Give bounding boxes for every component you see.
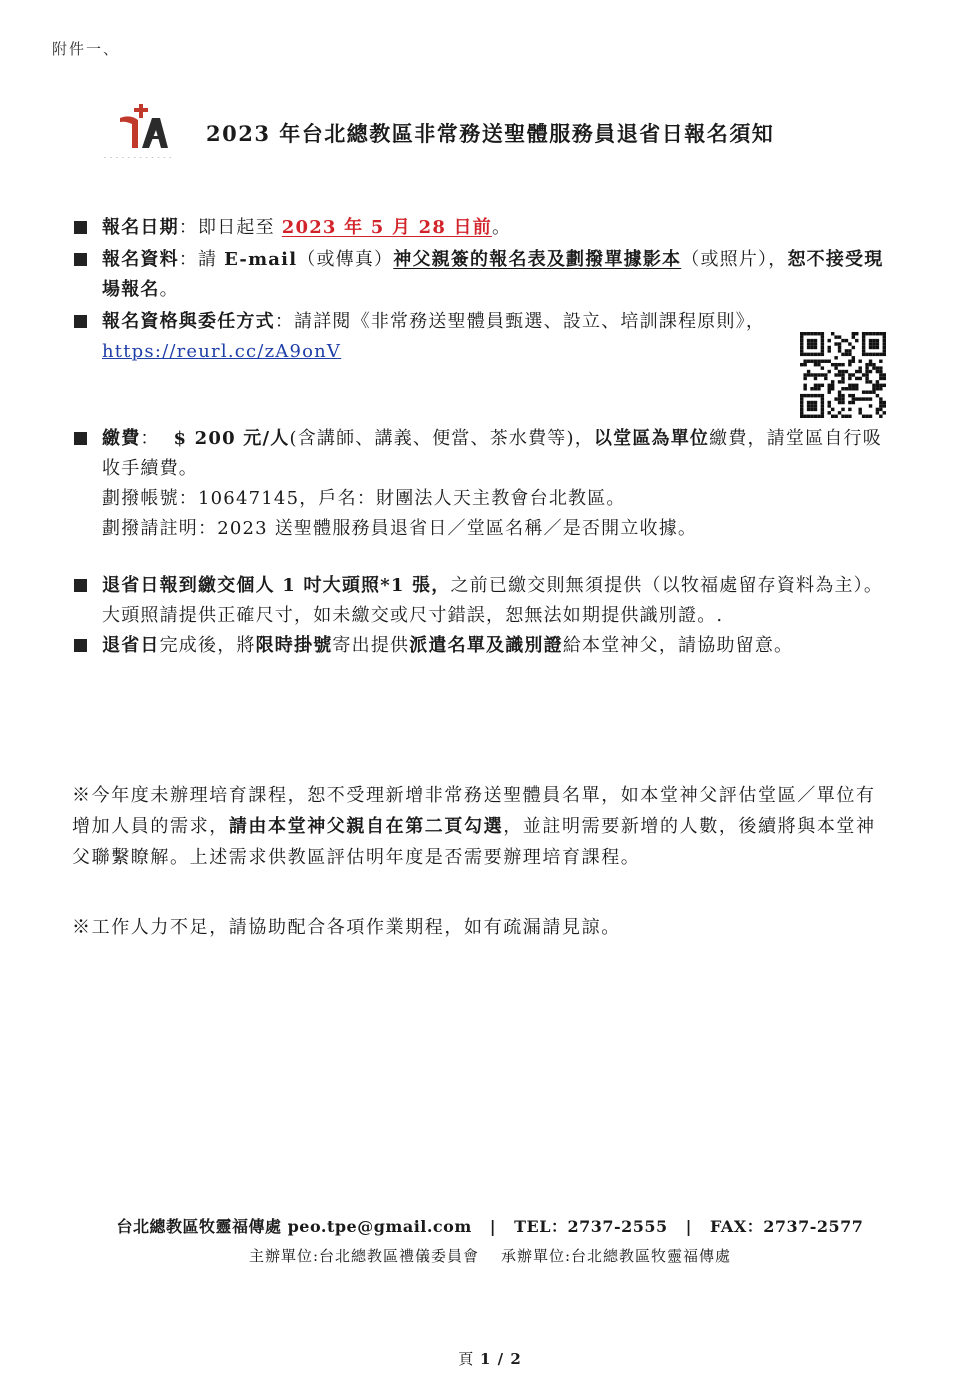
list-item-qualification: 報名資格與委任方式：請詳閱《非常務送聖體員甄選、設立、培訓課程原則》， https://reurl.cc/zA9onV [72,307,888,367]
fee-amount: $ 200 元/人 [173,428,290,449]
qr-code-icon [800,332,886,418]
bullet-square-icon [74,432,87,445]
footer-contact: 台北總教區牧靈福傳處 peo.tpe@gmail.com | TEL：2737-2555 | FAX：2737-2577 [116,1217,864,1236]
checkin-section [72,571,888,661]
bullet-square-icon [74,253,87,266]
annex-label: 附件一、 [52,40,121,58]
list-item-after-retreat: 退省日完成後，將限時掛號寄出提供派遣名單及識別證給本堂神父，請協助留意。 [72,631,888,661]
list-item-date: 報名日期：即日起至 2023 年 5 月 28 日前。 [72,213,888,243]
footer-co-organizer: 承辦單位:台北總教區牧靈福傳處 [501,1247,732,1265]
required-documents: 神父親簽的報名表及劃撥單據影本 [393,249,682,270]
page-number: 頁 1 / 2 [458,1350,522,1368]
page-title: 2023 年台北總教區非常務送聖體服務員退省日報名須知 [206,121,775,146]
bullet-square-icon [74,579,87,592]
bullet-square-icon [74,221,87,234]
list-item-fee: 繳費： $ 200 元/人(含講師、講義、便當、茶水費等)，以堂區為單位繳費，請堂區自行吸收手續費。 劃撥帳號：10647145，戶名：財團法人天主教會台北教區。 劃撥請註明：2023 送聖體服務員退省日／堂區名稱／是否開立收據。 [72,424,888,544]
list-item-materials: 報名資料：請 E-mail（或傳真）神父親簽的報名表及劃撥單據影本（或照片），恕不接受現場報名。 [72,245,888,305]
footer-organizers [0,1245,980,1266]
deadline-date: 2023 年 5 月 28 日前 [281,217,492,238]
bullet-square-icon [74,639,87,652]
footer-organizer: 主辦單位:台北總教區禮儀委員會 [248,1247,479,1265]
registration-info-section [72,213,888,367]
guidelines-link[interactable]: https://reurl.cc/zA9onV [102,341,342,362]
footer-office: 台北總教區牧靈福傳處 peo.tpe@gmail.com [116,1217,472,1236]
account-info: 劃撥帳號：10647145，戶名：財團法人天主教會台北教區。 [102,488,626,509]
footer-tel: TEL：2737-2555 [514,1217,668,1236]
fee-section [72,424,888,544]
archdiocese-logo-icon [112,100,172,150]
bullet-square-icon [74,315,87,328]
list-item-photo: 退省日報到繳交個人 1 吋大頭照*1 張，之前已繳交則無須提供（以牧福處留存資料為主）。大頭照請提供正確尺寸，如未繳交或尺寸錯誤，恕無法如期提供識別證。. [72,571,888,631]
logo-caption: - - - - - - - - - - - - [104,154,173,161]
transfer-memo: 劃撥請註明：2023 送聖體服務員退省日／堂區名稱／是否開立收據。 [102,518,698,539]
footer-fax: FAX：2737-2577 [709,1217,864,1236]
note-staffing: ※工作人力不足，請協助配合各項作業期程，如有疏漏請見諒。 [72,917,621,938]
note-training: ※今年度未辦理培育課程，恕不受理新增非常務送聖體員名單，如本堂神父評估堂區／單位有增加人員的需求，請由本堂神父親自在第二頁勾選，並註明需要新增的人數，後續將與本堂神父聯繫瞭解。上述需求供教區評估明年度是否需要辦理培育課程。 [72,785,876,868]
